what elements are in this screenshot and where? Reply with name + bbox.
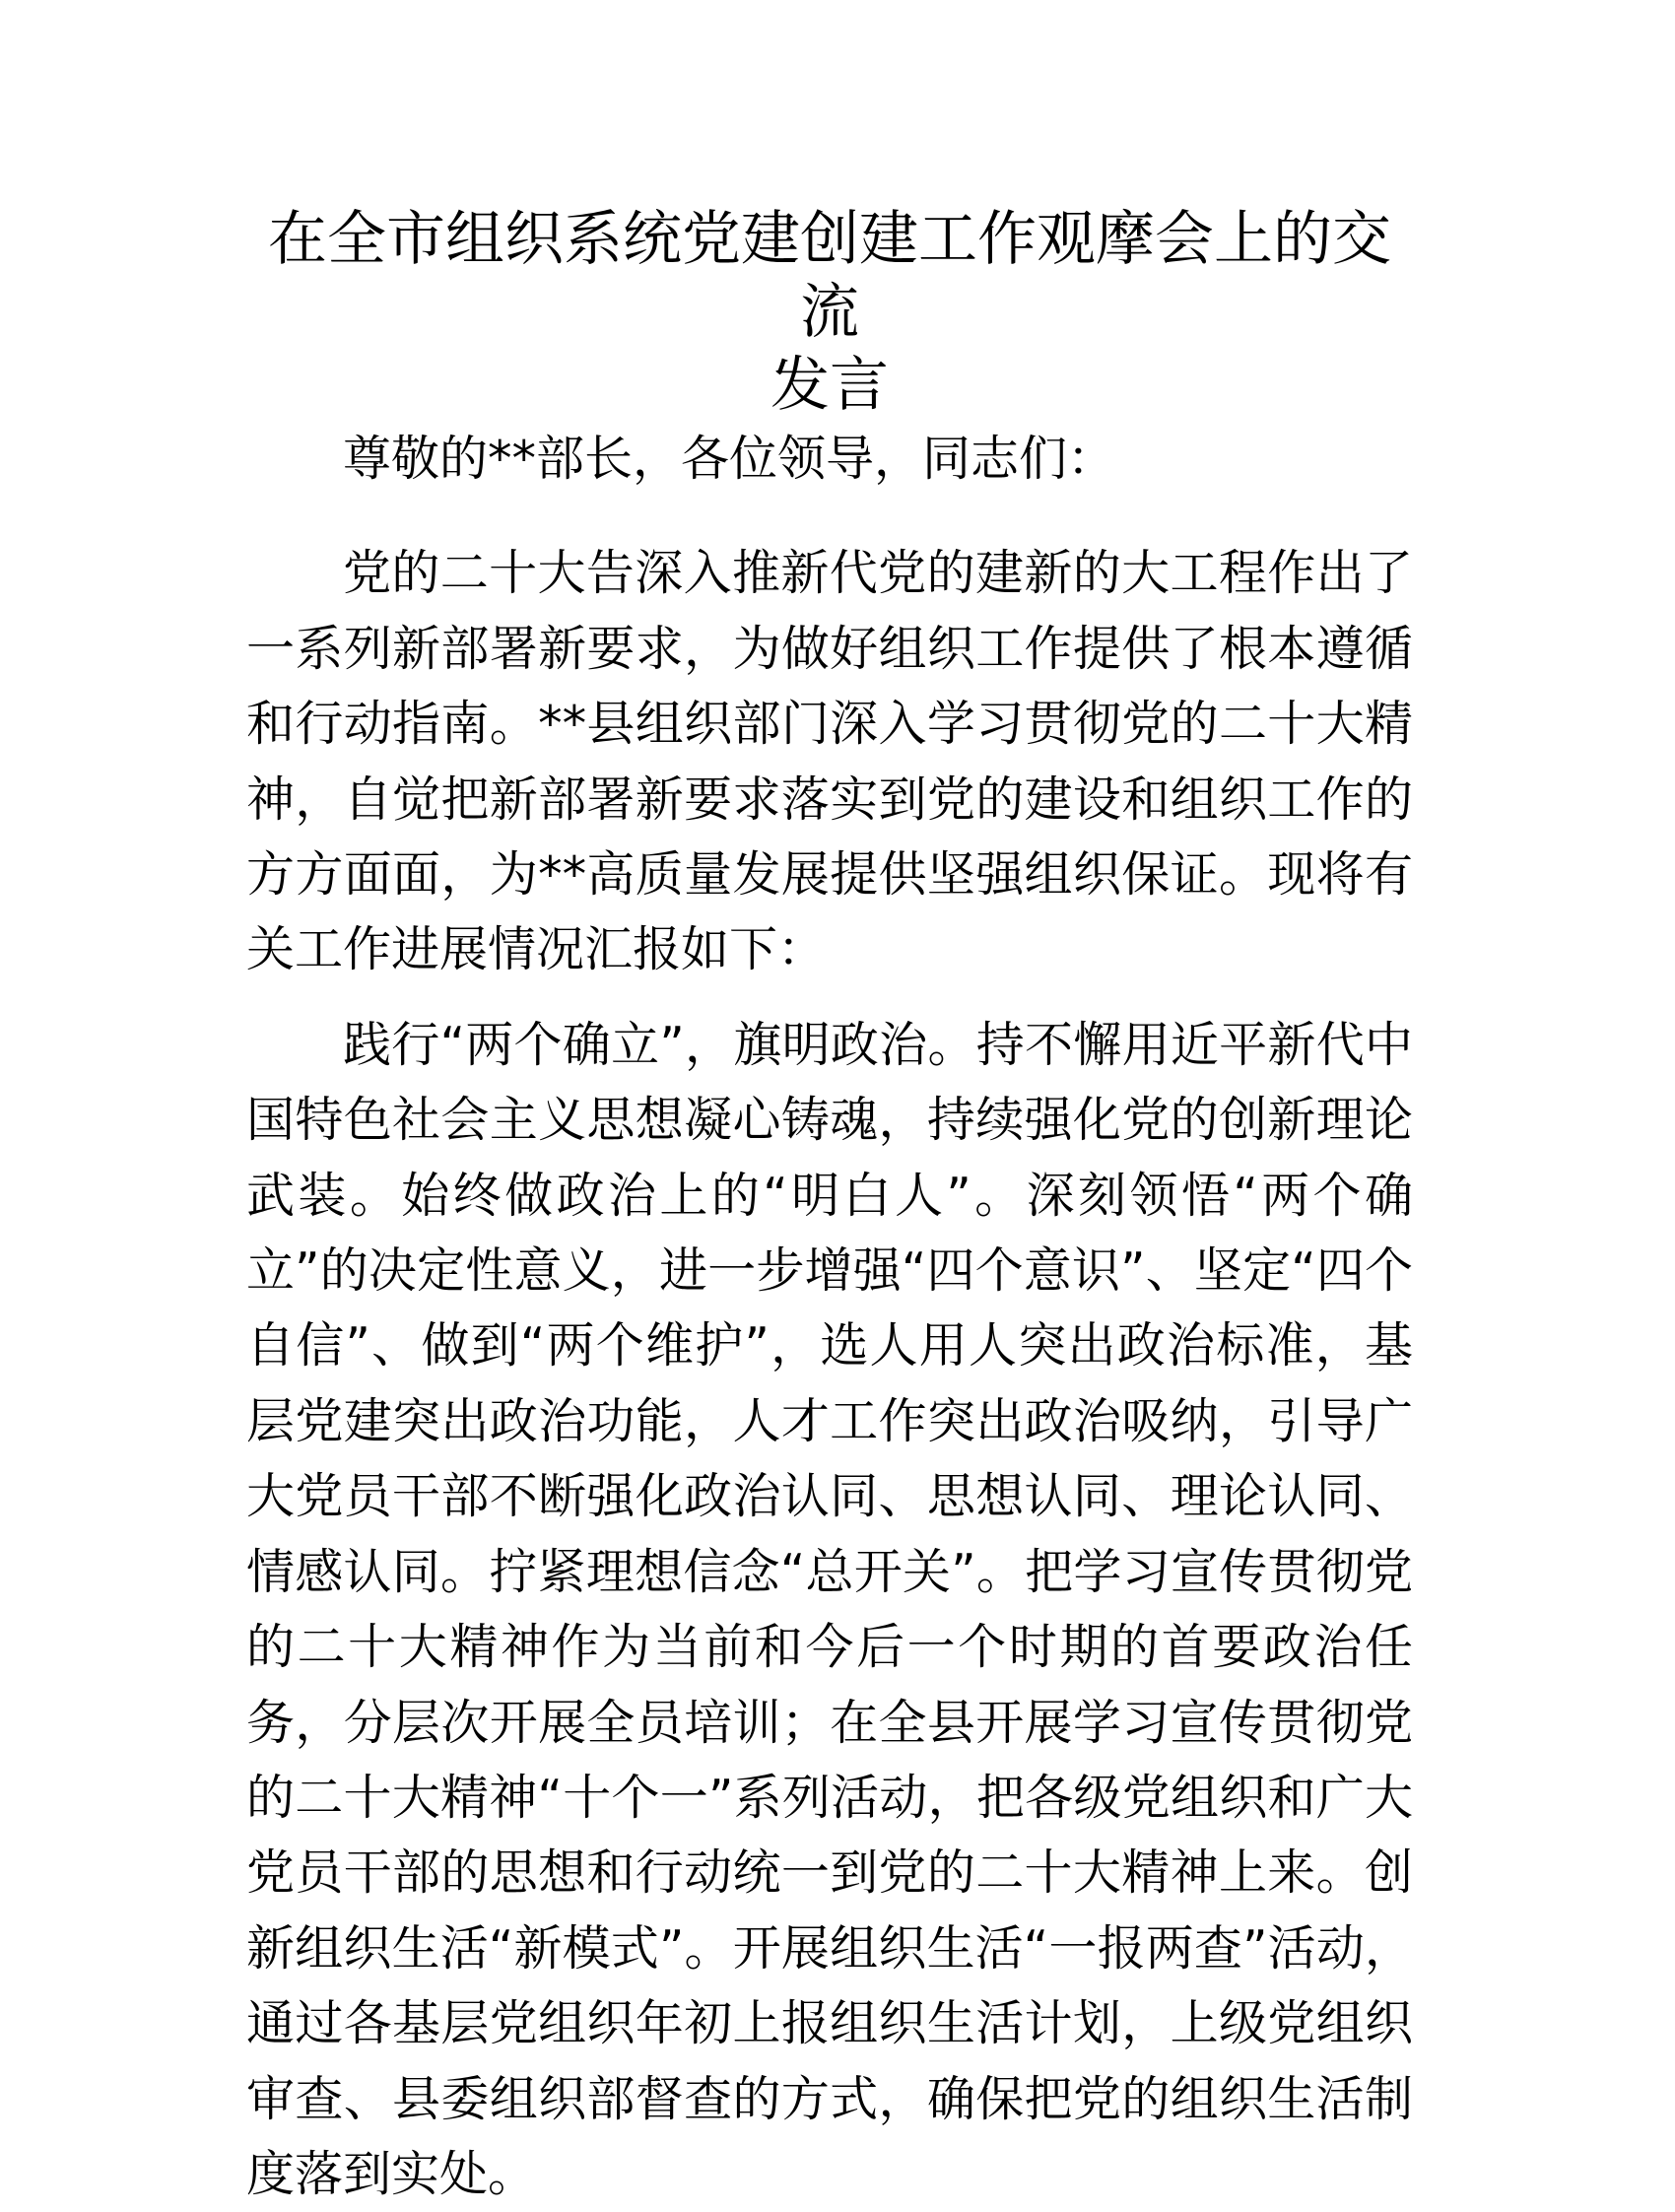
salutation: 尊敬的**部长，各位领导，同志们： [343,431,1116,487]
title-line-1: 在全市组织系统党建创建工作观摩会上的交流 [268,205,1391,347]
document-title [246,203,1413,422]
paragraph-intro: 党的二十大告深入推新代党的建新的大工程作出了一系列新部署新要求，为做好组织工作提供了根本遵循和行动指南。**县组织部门深入学习贯彻党的二十大精神，自觉把新部署新要求落实到党的建设和组织工作的方方面面，为**高质量发展提供坚强组织保证。现将有关工作进展情况汇报如下： [246,545,1413,978]
title-line-2: 发言 [770,351,889,420]
paragraph-politics: 践行“两个确立”，旗明政治。持不懈用近平新代中国特色社会主义思想凝心铸魂，持续强化党的创新理论武装。始终做政治上的“明白人”。深刻领悟“两个确立”的决定性意义，进一步增强“四个意识”、坚定“四个自信”、做到“两个维护”，选人用人突出政治标准，基层党建突出政治功能，人才工作突出政治吸纳，引导广大党员干部不断强化政治认同、思想认同、理论认同、情感认同。拧紧理想信念“总开关”。把学习宣传贯彻党的二十大精神作为当前和今后一个时期的首要政治任务，分层次开展全员培训；在全县开展学习宣传贯彻党的二十大精神“十个一”系列活动，把各级党组织和广大党员干部的思想和行动统一到党的二十大精神上来。创新组织生活“新模式”。开展组织生活“一报两查”活动，通过各基层党组织年初上报组织生活计划，上级党组织审查、县委组织部督查的方式，确保把党的组织生活制度落到实处。 [246,1016,1413,2202]
